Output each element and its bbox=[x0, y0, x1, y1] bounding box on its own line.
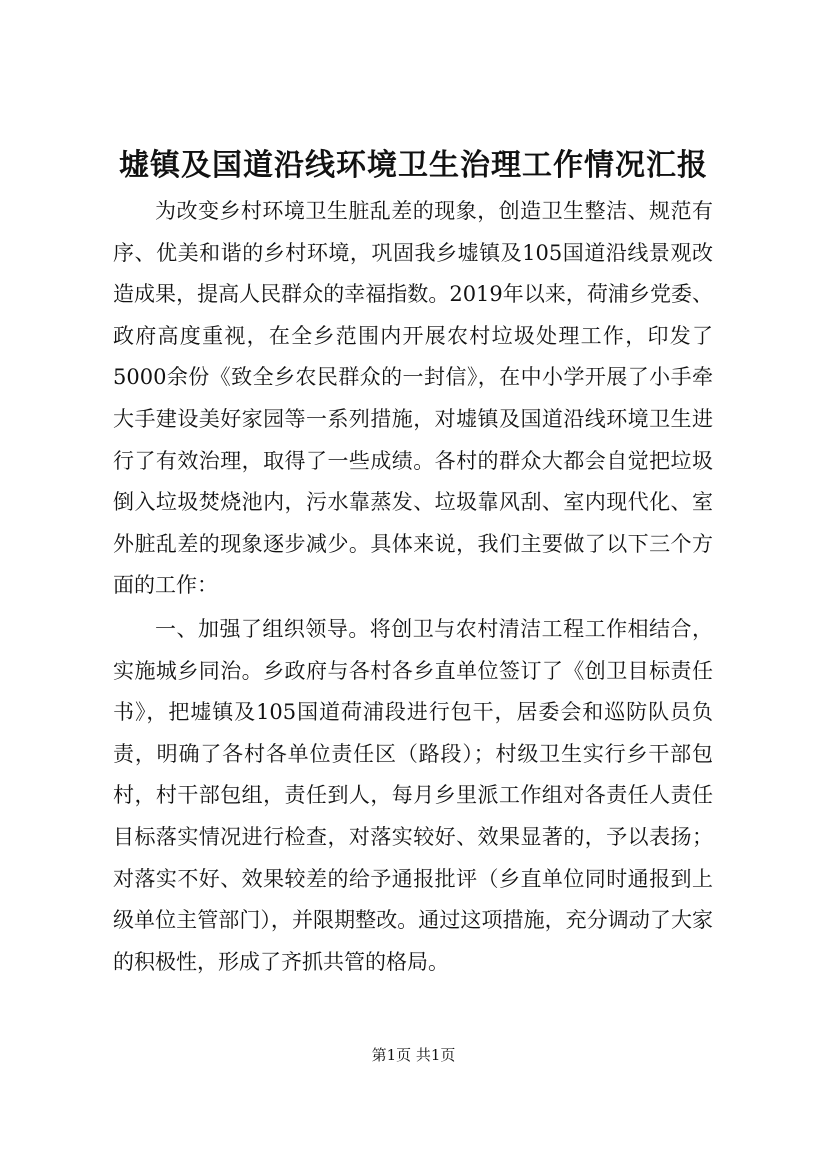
document-title: 墟镇及国道沿线环境卫生治理工作情况汇报 bbox=[119, 148, 708, 183]
paragraph-section-one: 一、加强了组织领导。将创卫与农村清洁工程工作相结合，实施城乡同治。乡政府与各村各乡直单位签订了《创卫目标责任书》，把墟镇及105国道荷浦段进行包干，居委会和巡防队员负责，明确了各村各单位责任区（路段）；村级卫生实行乡干部包村，村干部包组，责任到人，每月乡里派工作组对各责任人责任目标落实情况进行检查，对落实较好、效果显著的，予以表扬；对落实不好、效果较差的给予通报批评（乡直单位同时通报到上级单位主管部门），并限期整改。通过这项措施，充分调动了大家的积极性，形成了齐抓共管的格局。 bbox=[113, 617, 713, 974]
page-footer: 第1页 共1页 bbox=[371, 1046, 456, 1064]
paragraph-intro: 为改变乡村环境卫生脏乱差的现象，创造卫生整洁、规范有序、优美和谐的乡村环境，巩固我乡墟镇及105国道沿线景观改造成果，提高人民群众的幸福指数。2019年以来，荷浦乡党委、政府高度重视，在全乡范围内开展农村垃圾处理工作，印发了5000余份《致全乡农民群众的一封信》，在中小学开展了小手牵大手建设美好家园等一系列措施，对墟镇及国道沿线环境卫生进行了有效治理，取得了一些成绩。各村的群众大都会自觉把垃圾倒入垃圾焚烧池内，污水靠蒸发、垃圾靠风刮、室内现代化、室外脏乱差的现象逐步减少。具体来说，我们主要做了以下三个方面的工作： bbox=[113, 199, 713, 598]
